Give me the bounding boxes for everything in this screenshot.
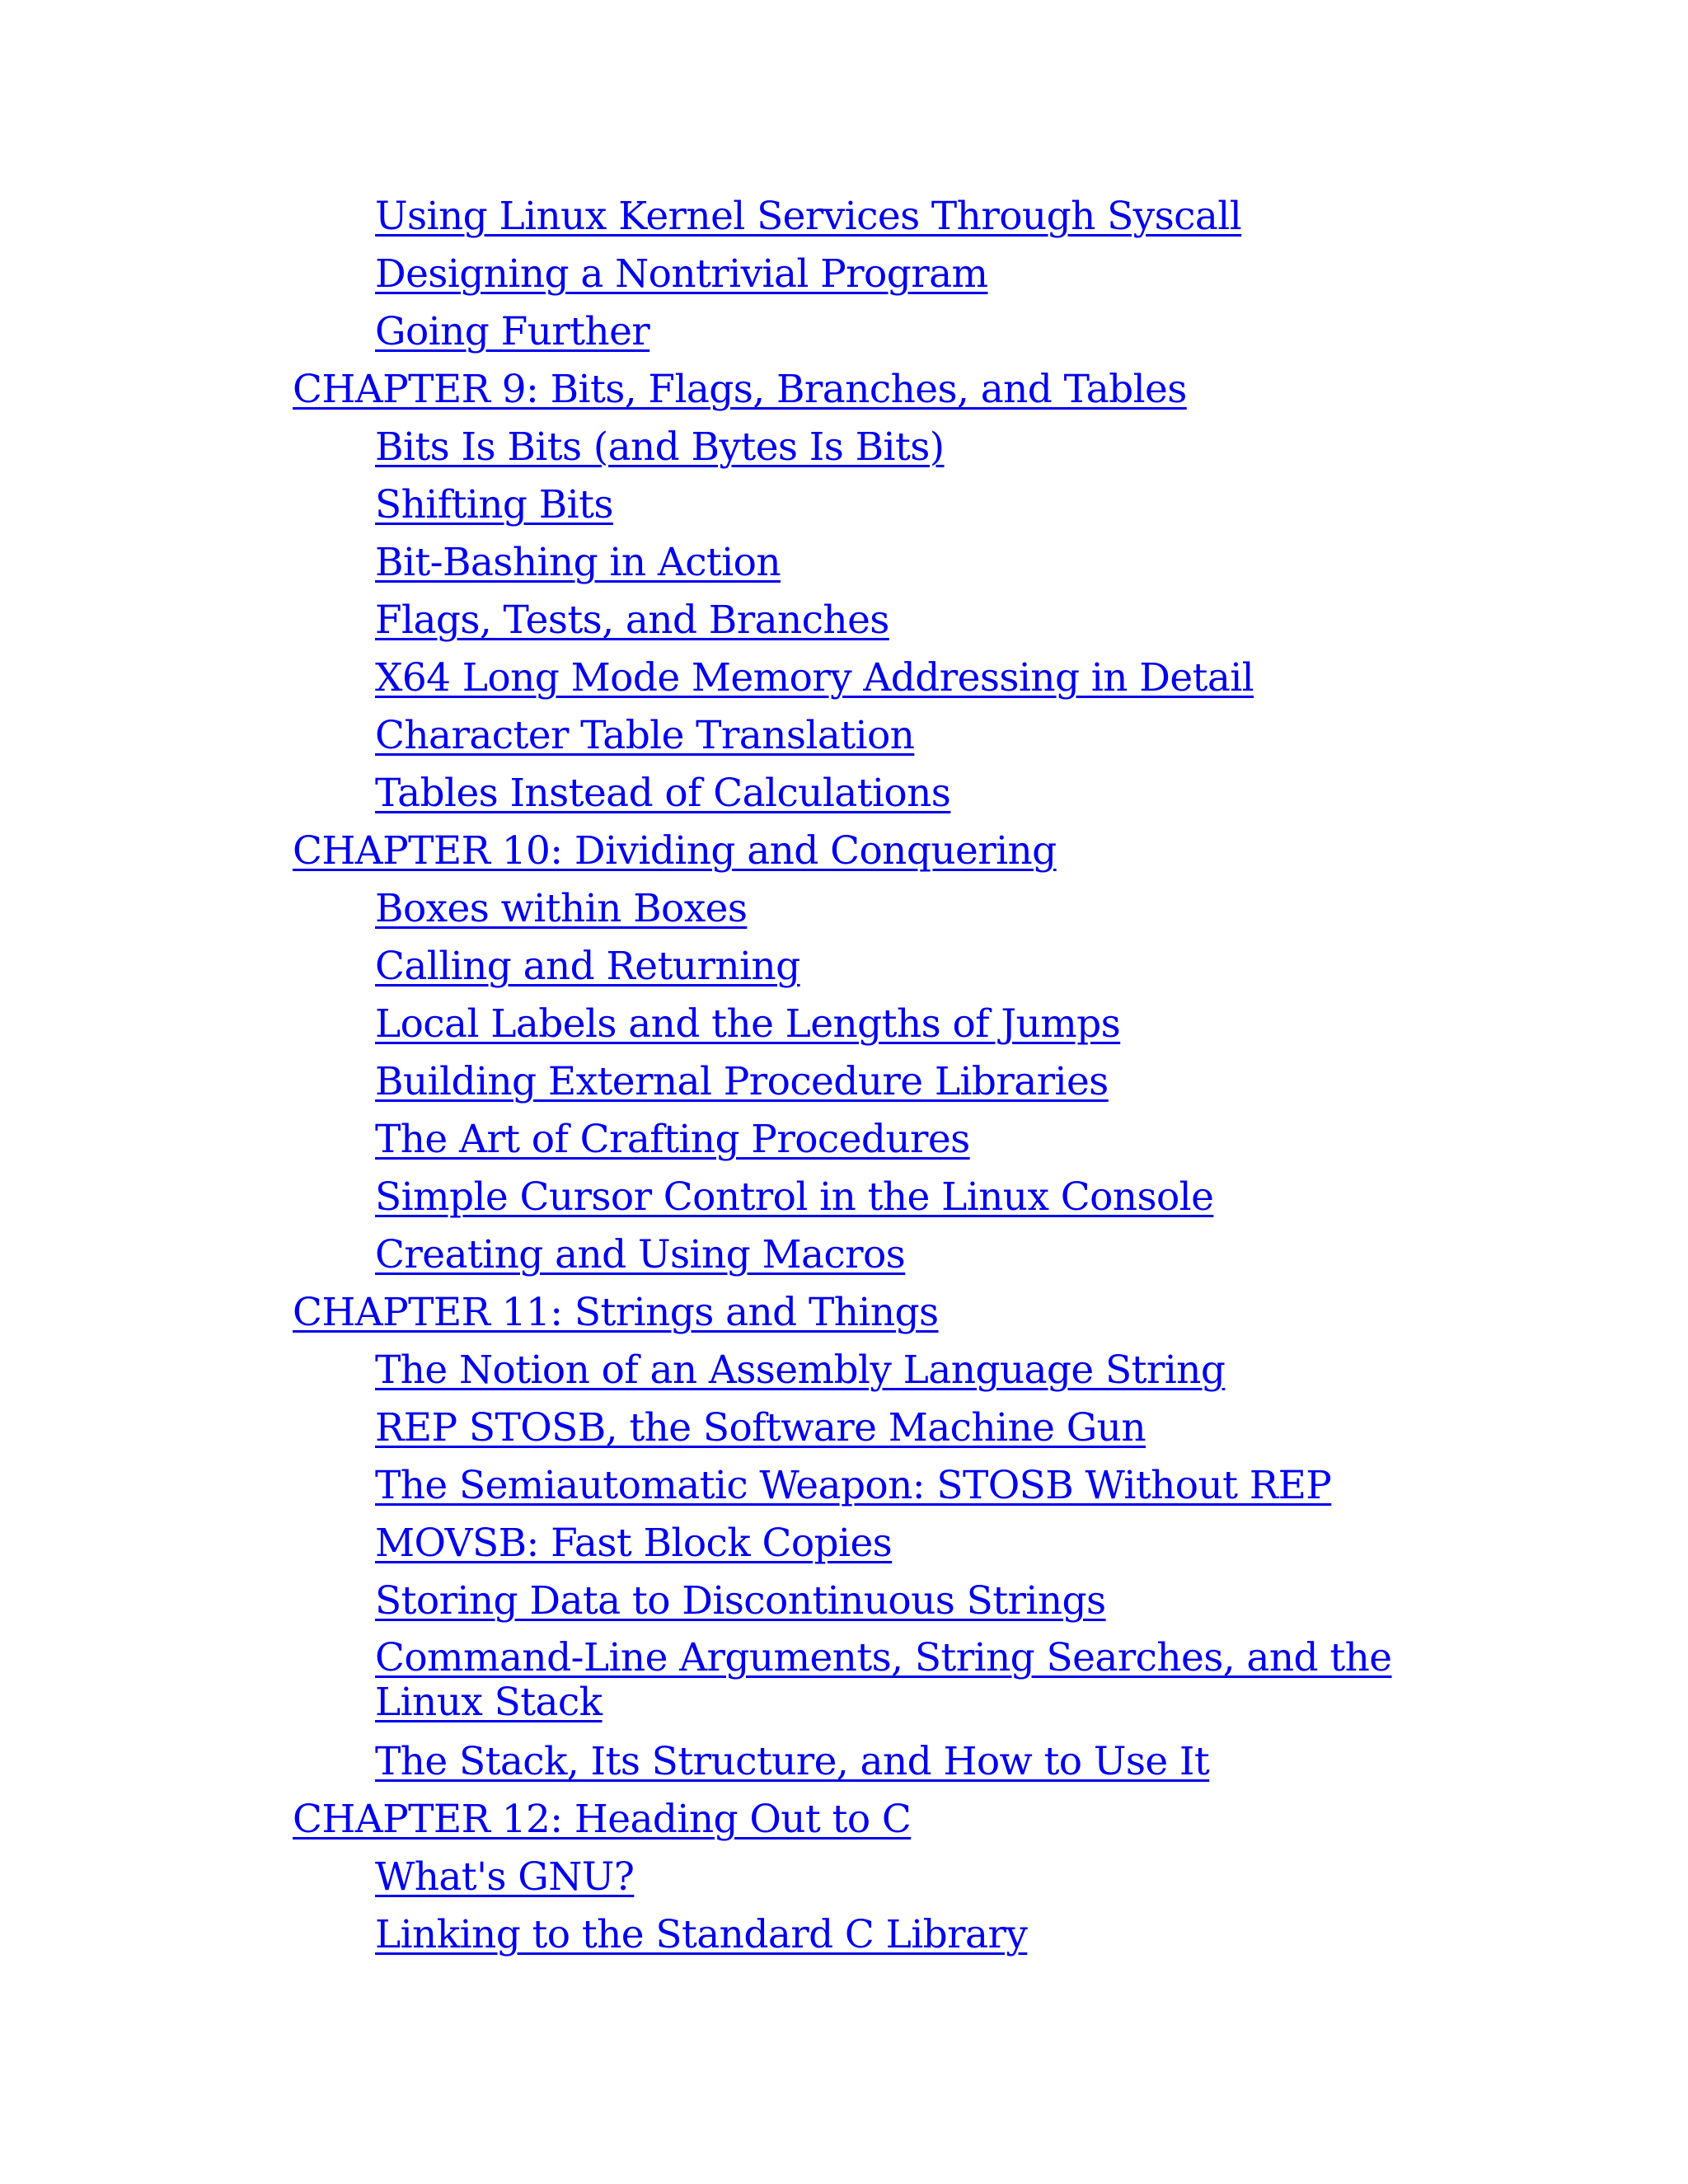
toc-link-notion-of-assembly-string[interactable]: The Notion of an Assembly Language String bbox=[375, 1347, 1226, 1393]
toc-link-rep-stosb-machine-gun[interactable]: REP STOSB, the Software Machine Gun bbox=[375, 1405, 1146, 1451]
toc-link-character-table-translation[interactable]: Character Table Translation bbox=[375, 713, 915, 758]
toc-link-creating-using-macros[interactable]: Creating and Using Macros bbox=[375, 1232, 906, 1277]
toc-link-command-line-arguments[interactable]: Command-Line Arguments, String Searches, and the Linux Stack bbox=[375, 1635, 1392, 1725]
toc-link-x64-long-mode-addressing[interactable]: X64 Long Mode Memory Addressing in Detail bbox=[375, 655, 1254, 701]
toc-link-storing-data-discontinuous-strings[interactable]: Storing Data to Discontinuous Strings bbox=[375, 1578, 1106, 1624]
toc-link-local-labels-lengths-of-jumps[interactable]: Local Labels and the Lengths of Jumps bbox=[375, 1001, 1121, 1047]
toc-link-semiautomatic-weapon-stosb[interactable]: The Semiautomatic Weapon: STOSB Without REP bbox=[375, 1463, 1332, 1508]
toc-link-stack-structure-how-to-use[interactable]: The Stack, Its Structure, and How to Use It bbox=[375, 1739, 1210, 1784]
toc-link-linking-standard-c-library[interactable]: Linking to the Standard C Library bbox=[375, 1912, 1028, 1957]
toc-link-chapter-12[interactable]: CHAPTER 12: Heading Out to C bbox=[293, 1797, 912, 1842]
toc-link-movsb-fast-block-copies[interactable]: MOVSB: Fast Block Copies bbox=[375, 1521, 893, 1566]
toc-link-using-linux-kernel-services[interactable]: Using Linux Kernel Services Through Syscall bbox=[375, 194, 1242, 239]
toc-link-shifting-bits[interactable]: Shifting Bits bbox=[375, 482, 613, 527]
toc-link-building-external-procedure-libraries[interactable]: Building External Procedure Libraries bbox=[375, 1059, 1109, 1104]
toc-link-designing-nontrivial-program[interactable]: Designing a Nontrivial Program bbox=[375, 251, 988, 297]
toc-link-chapter-10[interactable]: CHAPTER 10: Dividing and Conquering bbox=[293, 828, 1057, 874]
toc-link-chapter-11[interactable]: CHAPTER 11: Strings and Things bbox=[293, 1290, 939, 1335]
toc-link-art-of-crafting-procedures[interactable]: The Art of Crafting Procedures bbox=[375, 1117, 970, 1162]
toc-link-whats-gnu[interactable]: What's GNU? bbox=[375, 1854, 635, 1900]
toc-link-bit-bashing-in-action[interactable]: Bit-Bashing in Action bbox=[375, 540, 781, 585]
toc-link-flags-tests-branches[interactable]: Flags, Tests, and Branches bbox=[375, 598, 889, 643]
toc-link-tables-instead-of-calculations[interactable]: Tables Instead of Calculations bbox=[375, 771, 951, 816]
toc-link-boxes-within-boxes[interactable]: Boxes within Boxes bbox=[375, 886, 748, 931]
toc-link-chapter-9[interactable]: CHAPTER 9: Bits, Flags, Branches, and Tables bbox=[293, 367, 1187, 412]
toc-link-bits-is-bits[interactable]: Bits Is Bits (and Bytes Is Bits) bbox=[375, 424, 945, 470]
toc-link-simple-cursor-control[interactable]: Simple Cursor Control in the Linux Console bbox=[375, 1174, 1214, 1220]
toc-link-going-further[interactable]: Going Further bbox=[375, 309, 650, 354]
toc-link-calling-and-returning[interactable]: Calling and Returning bbox=[375, 944, 800, 989]
